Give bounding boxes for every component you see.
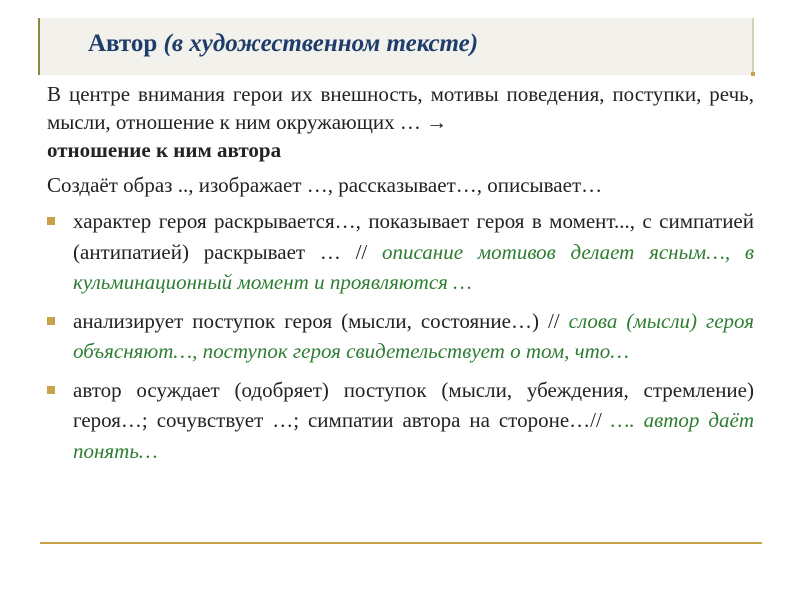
slide-title: [88, 30, 478, 58]
bullet-green-text: …. автор даёт понять…: [73, 408, 754, 463]
intro-paragraph: [47, 80, 754, 164]
bullet-item: [47, 206, 754, 298]
bullet-item: [47, 375, 754, 467]
bullet-green-text: описание мотивов делает ясным…, в кульминационный момент и проявляются …: [73, 239, 754, 294]
bullet-list: [47, 206, 754, 466]
intro-text: В центре внимания герои их внешность, мотивы поведения, поступки, речь, мысли, отношение к ним окружающих … →: [47, 82, 754, 134]
title-left-rule: [38, 18, 40, 75]
bullet-square-icon: [47, 317, 55, 325]
bullet-square-icon: [47, 386, 55, 394]
intro-bold: отношение к ним автора: [47, 138, 282, 162]
title-right-rule: [752, 18, 754, 75]
bottom-rule: [40, 542, 762, 544]
verbs-line: Создаёт образ .., изображает …, рассказывает…, описывает…: [47, 173, 603, 197]
title-subtitle: (в художественном тексте): [163, 30, 479, 57]
bullet-square-icon: [47, 217, 55, 225]
bullet-plain-text: автор осуждает (одобряет) поступок (мысли, убеждения, стремление) героя…; сочувствует …; симпатии автора на стороне…//: [73, 377, 754, 432]
bullet-green-text: слова (мысли) героя объясняют…, поступок героя свидетельствует о том, что…: [73, 308, 754, 363]
bullet-item: [47, 306, 754, 367]
title-corner-dot: [751, 72, 755, 76]
slide-body: [47, 80, 754, 474]
title-main: Автор: [88, 30, 158, 57]
bullet-plain-text: характер героя раскрывается…, показывает героя в момент..., с симпатией (антипатией) раскрывает … //: [73, 209, 754, 264]
bullet-plain-text: анализирует поступок героя (мысли, состояние…) //: [73, 308, 560, 333]
